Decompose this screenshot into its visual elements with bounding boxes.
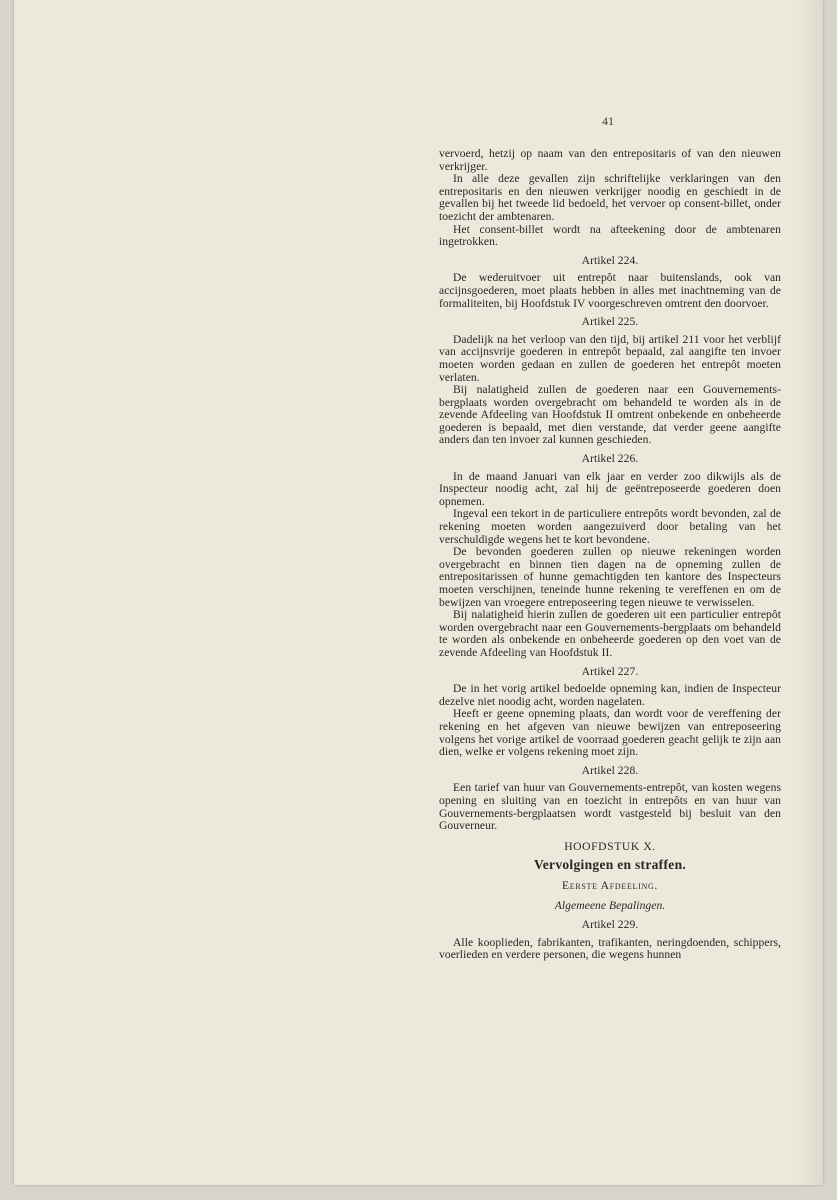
- paragraph: Een tarief van huur van Gouvernements-entrepôt, van kosten wegens opening en sluiting van en toezicht in entrepôts en van huur van Gouvernements-bergplaatsen wordt vastgesteld bij besluit van den Gouverneur.: [439, 781, 781, 833]
- text-column: [439, 148, 781, 962]
- paragraph: De bevonden goederen zullen op nieuwe rekeningen worden overgebracht en binnen tien dagen na de opneming zullen de entrepositarissen of hunne gemachtigden ten kantore des Inspecteurs moeten verschijnen, teneinde hunne rekening te vereffenen en om de bewijzen van vroegere entreposeering tegen nieuwe te verwisselen.: [439, 545, 781, 609]
- paragraph: In alle deze gevallen zijn schriftelijke verklaringen van den entrepositaris en den nieuwen verkrijger noodig en geschiedt in de gevallen bij het tweede lid bedoeld, het vervoer op consent-billet, onder toezicht der ambtenaren.: [439, 172, 781, 223]
- article-heading: Artikel 227.: [581, 664, 639, 678]
- paragraph: In de maand Januari van elk jaar en verder zoo dikwijls als de Inspecteur noodig acht, zal hij de geëntreposeerde goederen doen opnemen.: [439, 469, 781, 508]
- paragraph: De wederuitvoer uit entrepôt naar buitenslands, ook van accijnsgoederen, moet plaats hebben in alles met inachtneming van de formaliteiten, bij Hoofdstuk IV voorgeschreven omtrent den doorvoer.: [439, 271, 781, 310]
- chapter-title: Vervolgingen en straffen.: [533, 857, 687, 873]
- document-page: [14, 0, 823, 1185]
- article-heading: Artikel 224.: [581, 253, 639, 267]
- page-number: 41: [602, 114, 614, 128]
- paragraph: Het consent-billet wordt na afteekening door de ambtenaren ingetrokken.: [439, 222, 781, 249]
- paragraph: Alle kooplieden, fabrikanten, trafikanten, neringdoenden, schippers, voerlieden en verdere personen, die wegens hunnen: [439, 935, 781, 962]
- subsection-heading: Algemeene Bepalingen.: [554, 899, 666, 913]
- article-heading: Artikel 228.: [581, 763, 639, 777]
- section-heading: Eerste Afdeeling.: [561, 878, 659, 892]
- paragraph: vervoerd, hetzij op naam van den entrepositaris of van den nieuwen verkrijger.: [439, 147, 781, 173]
- article-heading: Artikel 225.: [581, 315, 639, 329]
- paragraph: Ingeval een tekort in de particuliere entrepôts wordt bevonden, zal de rekening moeten worden aangezuiverd door betaling van het verschuldigde wegens het te kort bevondene.: [439, 507, 781, 546]
- paragraph: Bij nalatigheid hierin zullen de goederen uit een particulier entrepôt worden overgebracht naar een Gouvernements-bergplaats om behandeld te worden als onbekende en onbeheerde goederen op den voet van de zevende Afdeeling van Hoofdstuk II.: [439, 608, 781, 659]
- paragraph: De in het vorig artikel bedoelde opneming kan, indien de Inspecteur dezelve niet noodig acht, worden nagelaten.: [439, 682, 781, 708]
- page-edge-shadow: [795, 0, 823, 1185]
- paragraph: Heeft er geene opneming plaats, dan wordt voor de vereffening der rekening en het afgeven van nieuwe bewijzen van entreposeering volgens het vorige artikel de voorraad goederen geacht gelijk te zijn aan dien, welke er volgens rekening moet zijn.: [439, 707, 781, 759]
- paragraph: Bij nalatigheid zullen de goederen naar een Gouvernements-bergplaats worden overgebracht om behandeld te worden als in de zevende Afdeeling van Hoofdstuk II omtrent onbekende en onbeheerde goederen is bepaald, met dien verstande, dat verder geene aangifte anders dan ten invoer zal kunnen geschieden.: [439, 383, 781, 447]
- article-heading: Artikel 229.: [581, 918, 639, 932]
- paragraph: Dadelijk na het verloop van den tijd, bij artikel 211 voor het verblijf van accijnsvrije goederen in entrepôt bepaald, zal aangifte ten invoer moeten worden gedaan en zullen de goederen het entrepôt moeten verlaten.: [439, 332, 781, 384]
- article-heading: Artikel 226.: [581, 452, 639, 466]
- chapter-heading: HOOFDSTUK X.: [564, 839, 656, 853]
